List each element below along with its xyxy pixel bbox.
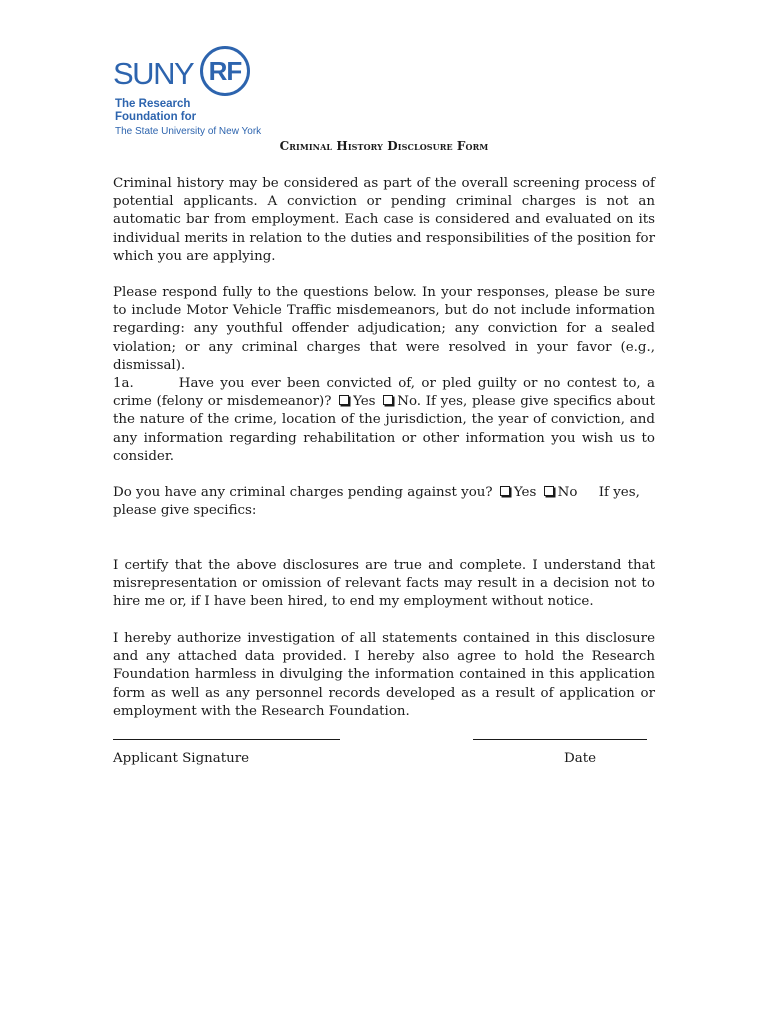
q1-no-label: No.	[397, 394, 422, 410]
date-line[interactable]	[473, 739, 647, 740]
question-pending-followup: If yes, please give specifics:	[113, 485, 640, 519]
authorization-paragraph: I hereby authorize investigation of all statements contained in this disclosure and any attached data provided. I hereby also agree to hold the Research Foundation harmless in divulging the information contained in this application form as well as any personnel records developed as a result of application or employment with the Research Foundation.	[113, 631, 655, 719]
date-label: Date	[564, 751, 597, 766]
logo-line-1: The Research	[115, 98, 191, 110]
logo-rf-circle	[200, 46, 250, 96]
q2-no-checkbox[interactable]	[544, 486, 554, 496]
instructions-paragraph: Please respond fully to the questions below. In your responses, please be sure to include Motor Vehicle Traffic misdemeanors, but do not include information regarding: any youthful offender adjudication; any conviction for a sealed violation; or any criminal charges that were resolved in your favor (e.g., dismissal).	[113, 285, 655, 373]
intro-paragraph: Criminal history may be considered as part of the overall screening process of potential applicants. A conviction or pending criminal charges is not an automatic bar from employment. Each case is considered and evaluated on its individual merits in relation to the duties and responsibilities of the position for which you are applying.	[113, 176, 655, 264]
question-1a-number: 1a.	[113, 376, 134, 391]
question-pending-text: Do you have any criminal charges pending against you?	[113, 485, 493, 500]
logo-line-3: The State University of New York	[115, 126, 262, 137]
logo-line-2: Foundation for	[115, 111, 197, 123]
question-1a-text: Have you ever been convicted of, or pled guilty or no contest to, a crime (felony or misdemeanor)?	[113, 376, 655, 410]
q2-no-label: No	[557, 485, 578, 500]
question-1a-followup: If yes, please give specifics about the nature of the crime, location of the jurisdiction, the year of conviction, and any information regarding rehabilitation or other information you wish us to consider.	[113, 394, 655, 464]
certification-paragraph: I certify that the above disclosures are true and complete. I understand that misrepresentation or omission of relevant facts may result in a decision not to hire me or, if I have been hired, to end my employment without notice.	[113, 558, 655, 610]
question-pending-charges	[113, 484, 655, 520]
form-title: Criminal History Disclosure Form	[279, 139, 489, 153]
q1-no-checkbox[interactable]	[383, 395, 393, 405]
q2-yes-checkbox[interactable]	[500, 486, 510, 496]
q1-yes-checkbox[interactable]	[339, 395, 349, 405]
logo-rf-text: RF	[208, 56, 242, 86]
logo-suny-text: SUNY	[113, 56, 194, 91]
suny-rf-logo	[113, 46, 263, 142]
signature-label: Applicant Signature	[113, 751, 250, 766]
q2-yes-label: Yes	[513, 485, 537, 500]
question-1a	[113, 375, 655, 466]
q1-yes-label: Yes	[353, 394, 376, 410]
signature-line[interactable]	[113, 739, 340, 740]
